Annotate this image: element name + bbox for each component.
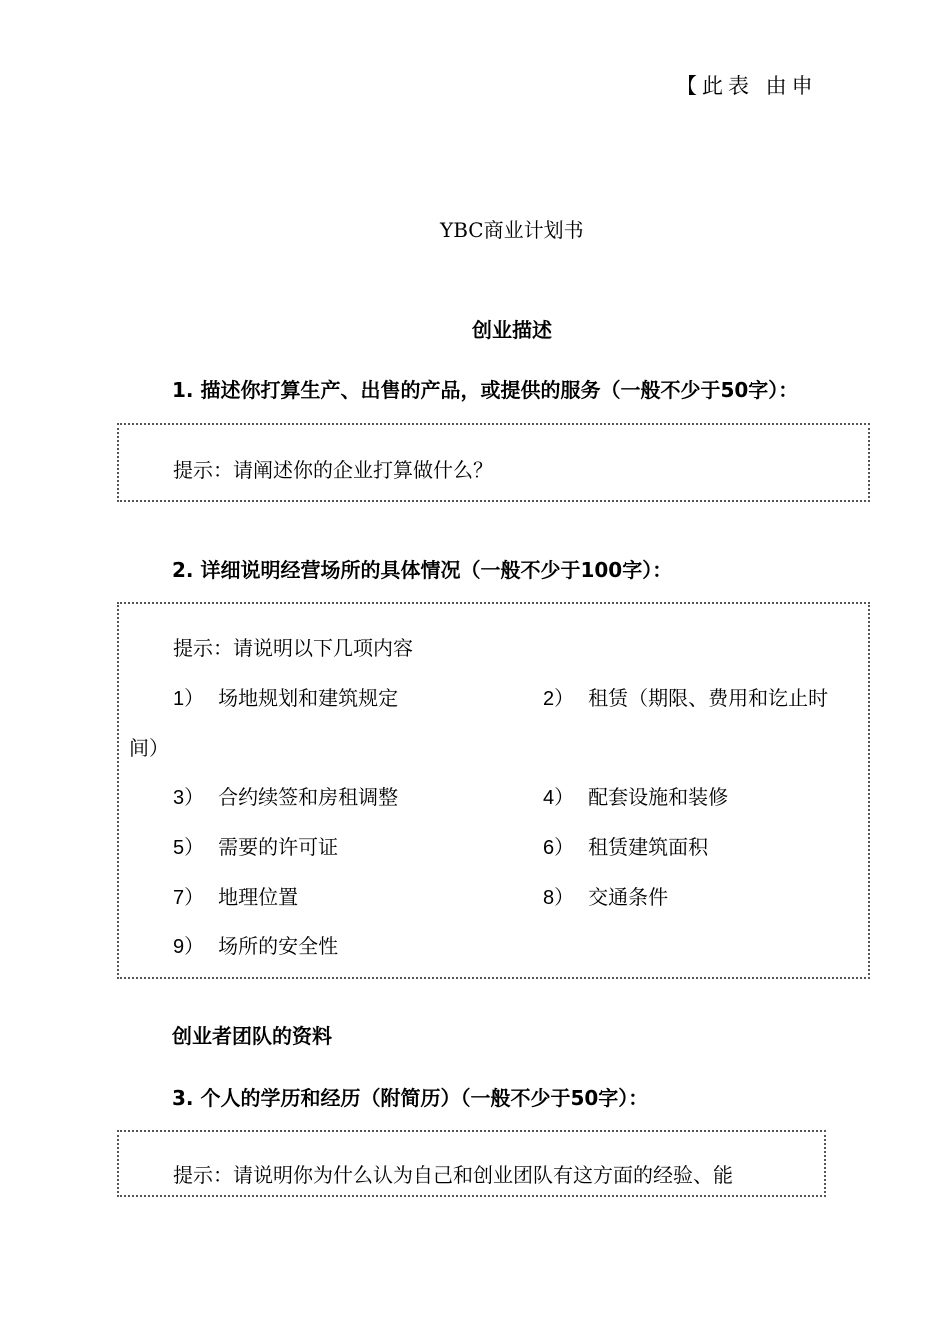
answer-box-3-hint: 提示：请说明你为什么认为自己和创业团队有这方面的经验、能 [173, 1163, 733, 1187]
list-item-continuation: 间） [129, 736, 169, 760]
answer-box-2-hint: 提示：请说明以下几项内容 [173, 636, 413, 660]
list-item: 9） 场所的安全性 [173, 934, 339, 958]
list-item: 6） 租赁建筑面积 [543, 835, 709, 859]
list-item: 5） 需要的许可证 [173, 835, 339, 859]
list-item: 7） 地理位置 [173, 885, 299, 909]
document-title: YBC商业计划书 [440, 218, 584, 242]
answer-box-1[interactable] [117, 423, 870, 502]
answer-box-1-hint: 提示：请阐述你的企业打算做什么？ [173, 458, 493, 482]
list-item: 8） 交通条件 [543, 885, 669, 909]
list-item: 1） 场地规划和建筑规定 [173, 686, 399, 710]
list-item: 3） 合约续签和房租调整 [173, 785, 399, 809]
question-1-label: 1. 描述你打算生产、出售的产品，或提供的服务（一般不少于50字）： [172, 378, 799, 402]
question-3-label: 3. 个人的学历和经历（附简历）（一般不少于50字）： [172, 1086, 649, 1110]
question-2-label: 2. 详细说明经营场所的具体情况（一般不少于100字）： [172, 558, 673, 582]
answer-box-2[interactable] [117, 602, 870, 979]
section-title-founder-team: 创业者团队的资料 [172, 1024, 332, 1048]
list-item: 2） 租赁（期限、费用和讫止时 [543, 686, 829, 710]
section-title-business-description: 创业描述 [472, 318, 552, 342]
answer-box-3[interactable] [117, 1130, 826, 1197]
header-note: 【此表 由申 [676, 74, 818, 98]
list-item: 4） 配套设施和装修 [543, 785, 729, 809]
